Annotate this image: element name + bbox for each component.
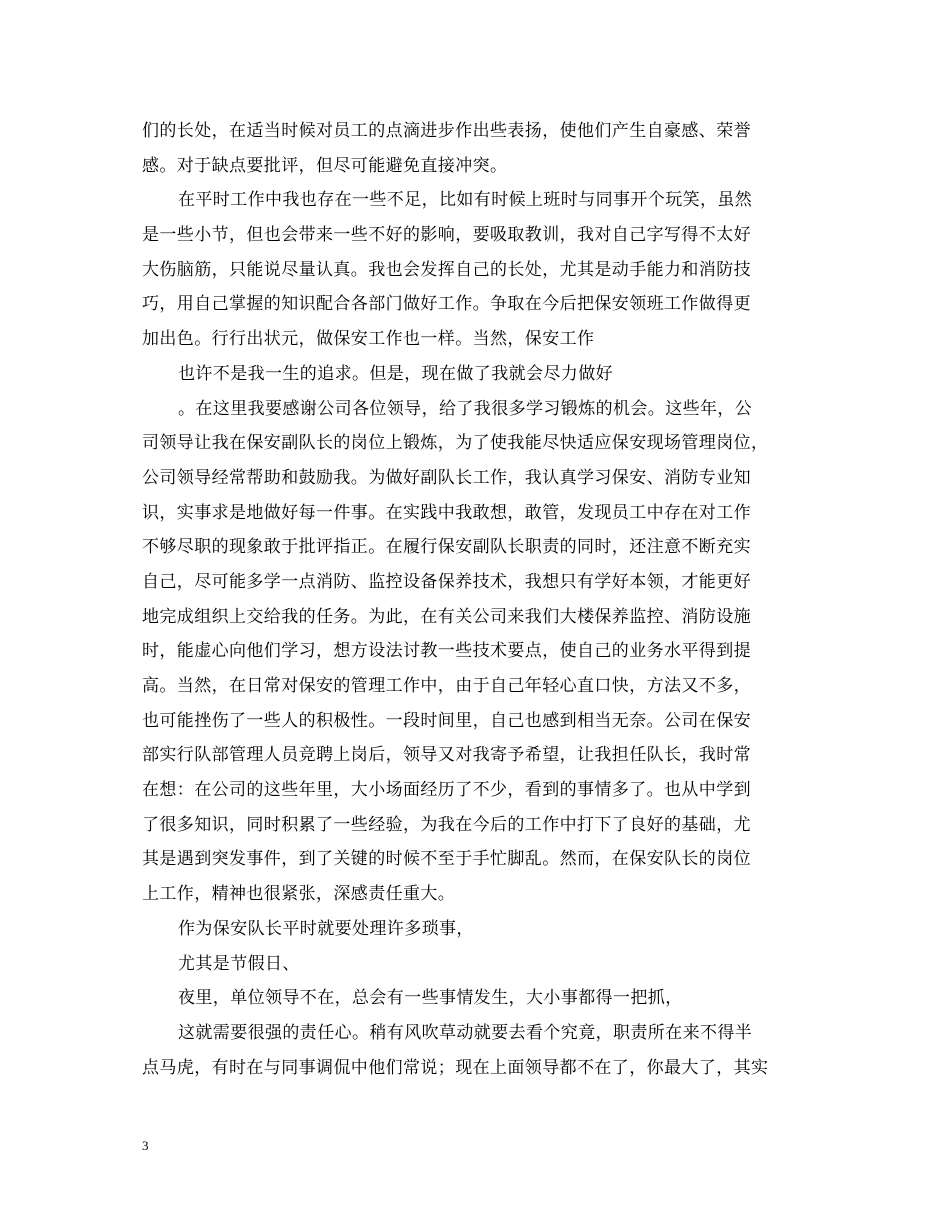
text-line: 这就需要很强的责任心。稍有风吹草动就要去看个究竟，职责所在来不得半 xyxy=(178,1022,753,1043)
text-line: 。在这里我要感谢公司各位领导，给了我很多学习锻炼的机会。这些年，公 xyxy=(178,398,753,419)
text-line: 自己，尽可能多学一点消防、监控设备保养技术，我想只有学好本领，才能更好 xyxy=(142,571,751,592)
text-line: 也许不是我一生的追求。但是，现在做了我就会尽力做好 xyxy=(178,363,613,384)
text-line: 识，实事求是地做好每一件事。在实践中我敢想，敢管，发现员工中存在对工作 xyxy=(142,502,751,523)
text-line: 上工作，精神也很紧张，深感责任重大。 xyxy=(142,884,456,905)
text-line: 夜里，单位领导不在，总会有一些事情发生，大小事都得一把抓， xyxy=(178,988,683,1009)
text-line: 在平时工作中我也存在一些不足，比如有时候上班时与同事开个玩笑，虽然 xyxy=(178,190,753,211)
text-line: 们的长处，在适当时候对员工的点滴进步作出些表扬，使他们产生自豪感、荣誉 xyxy=(142,121,751,141)
text-line: 大伤脑筋，只能说尽量认真。我也会发挥自己的长处，尤其是动手能力和消防技 xyxy=(142,259,751,280)
text-line: 公司领导经常帮助和鼓励我。为做好副队长工作，我认真学习保安、消防专业知 xyxy=(142,467,751,488)
text-line: 时，能虚心向他们学习，想方设法讨教一些技术要点，使自己的业务水平得到提 xyxy=(142,641,751,662)
text-line: 部实行队部管理人员竞聘上岗后，领导又对我寄予希望，让我担任队长，我时常 xyxy=(142,745,751,766)
body-text xyxy=(142,114,822,1085)
text-line: 地完成组织上交给我的任务。为此，在有关公司来我们大楼保养监控、消防设施 xyxy=(142,606,751,627)
text-line: 在想：在公司的这些年里，大小场面经历了不少，看到的事情多了。也从中学到 xyxy=(142,780,751,801)
text-line: 司领导让我在保安副队长的岗位上锻炼，为了使我能尽快适应保安现场管理岗位， xyxy=(142,433,769,454)
text-line: 尤其是节假日、 xyxy=(178,953,300,974)
text-line: 作为保安队长平时就要处理许多琐事， xyxy=(178,918,474,939)
text-line: 了很多知识，同时积累了一些经验，为我在今后的工作中打下了良好的基础，尤 xyxy=(142,814,751,835)
text-line: 不够尽职的现象敢于批评指正。在履行保安副队长职责的同时，还注意不断充实 xyxy=(142,537,751,558)
text-line: 也可能挫伤了一些人的积极性。一段时间里，自己也感到相当无奈。公司在保安 xyxy=(142,710,751,731)
text-line: 是一些小节，但也会带来一些不好的影响，要吸取教训，我对自己字写得不太好 xyxy=(142,225,751,246)
text-line: 加出色。行行出状元，做保安工作也一样。当然，保安工作 xyxy=(142,329,595,350)
text-line: 巧，用自己掌握的知识配合各部门做好工作。争取在今后把保安领班工作做得更 xyxy=(142,294,751,315)
page-number: 3 xyxy=(142,1138,149,1153)
text-line: 其是遇到突发事件，到了关键的时候不至于手忙脚乱。然而，在保安队长的岗位 xyxy=(142,849,751,870)
text-line: 点马虎，有时在与同事调侃中他们常说；现在上面领导都不在了，你最大了，其实 xyxy=(142,1057,769,1078)
text-line: 高。当然，在日常对保安的管理工作中，由于自己年轻心直口快，方法又不多， xyxy=(142,676,751,696)
text-line: 感。对于缺点要批评，但尽可能避免直接冲突。 xyxy=(142,155,508,176)
